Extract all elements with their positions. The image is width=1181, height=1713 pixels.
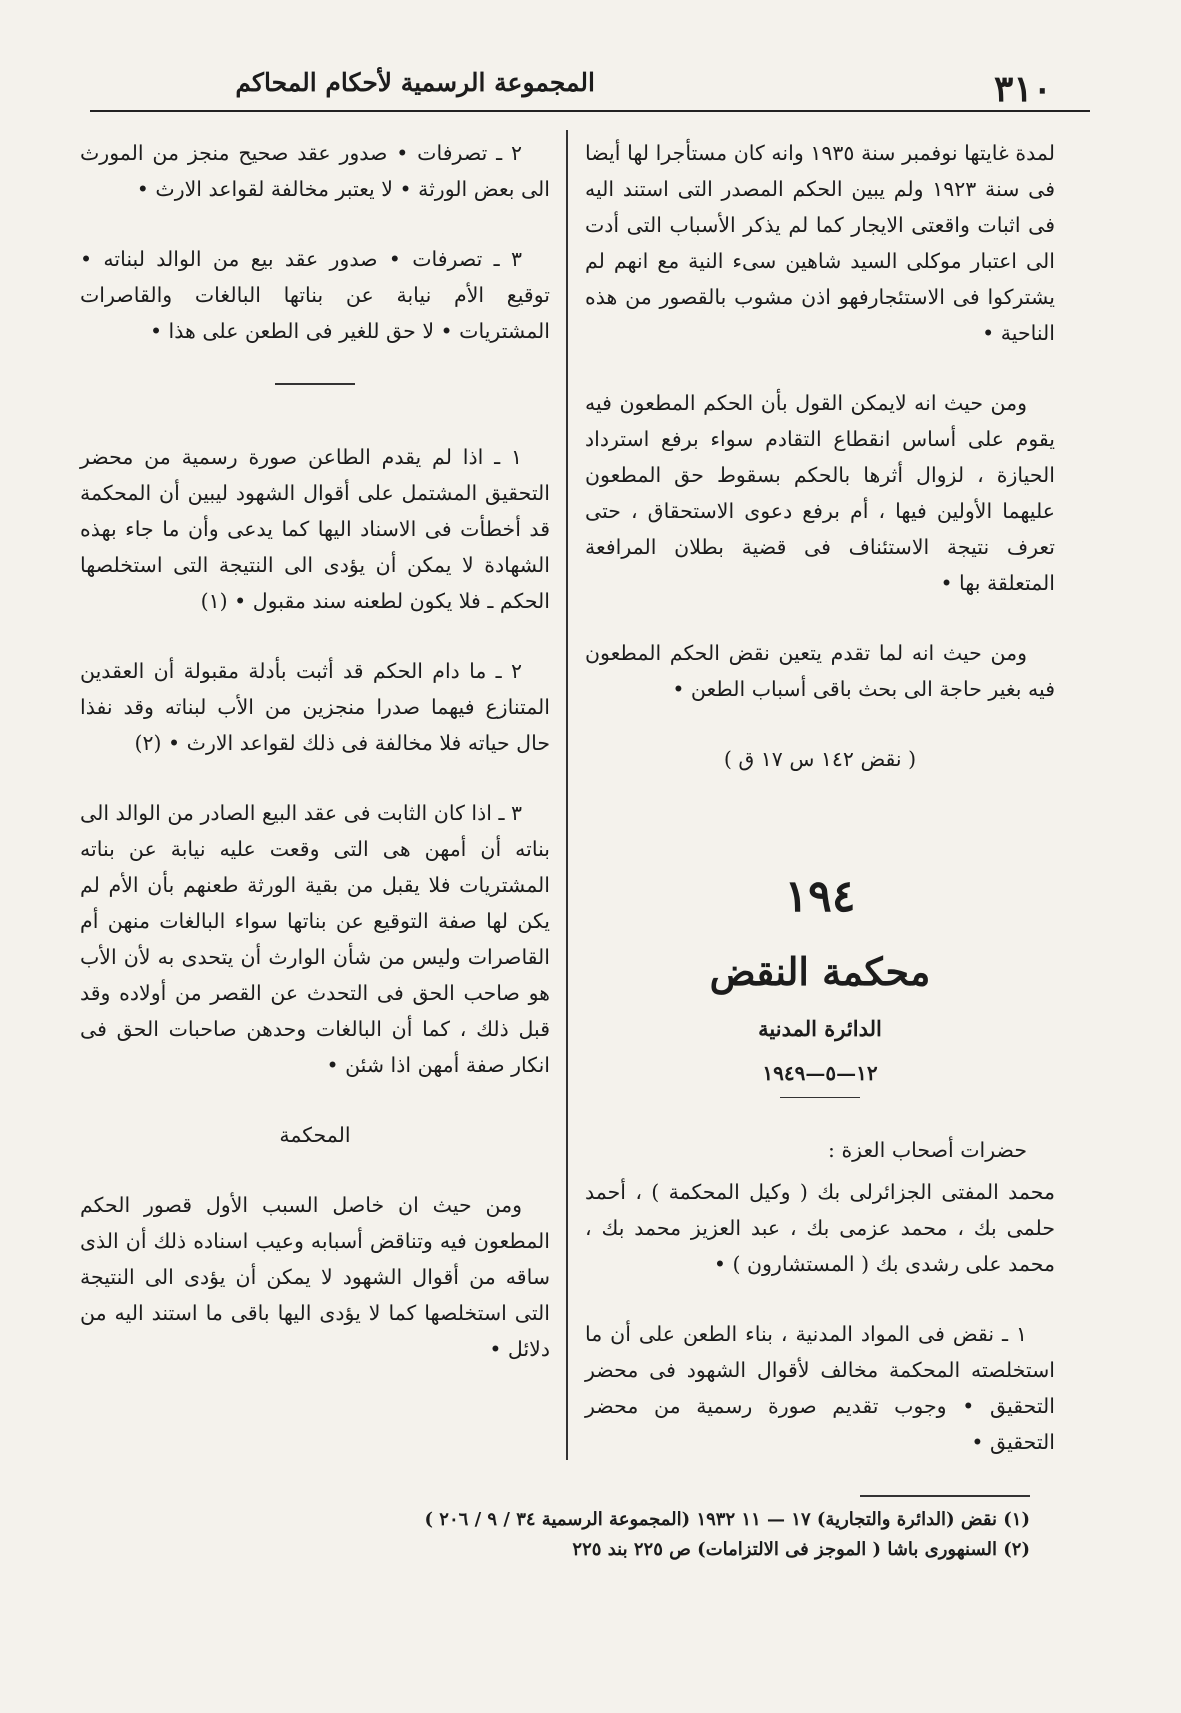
right-column xyxy=(585,135,1055,1494)
principle: ١ ـ اذا لم يقدم الطاعن صورة رسمية من محضر التحقيق المشتمل على أقوال الشهود ليبين أن المحكمة قد أخطأت فى الاسناد اليها كما يدعى وأن ما جاء بهذه الشهادة لا يمكن أن يؤدى الى النتيجة التى استخلصها الحكم ـ فلا يكون لطعنه سند مقبول • (١) xyxy=(80,445,550,613)
footnote-divider xyxy=(860,1495,1030,1497)
paragraph: ومن حيث ان خاصل السبب الأول قصور الحكم المطعون فيه وتناقض أسبابه وعيب اسناده ذلك أن الذى ساقه من أقوال الشهود لا يمكن أن يؤدى الى النتيجة التى استخلصها كما لا يؤدى اليها باقى ما استند اليه من دلائل • xyxy=(80,1193,550,1361)
principle: ٢ ـ ما دام الحكم قد أثبت بأدلة مقبولة أن العقدين المتنازع فيهما صدرا منجزين من الأب لبناته وقد نفذا حال حياته فلا مخالفة فى ذلك لقواعد الارث • (٢) xyxy=(80,659,550,755)
footnote: (٢) السنهورى باشا ( الموجز فى الالتزامات) ص ٢٢٥ بند ٢٢٥ xyxy=(572,1539,1030,1560)
column-divider xyxy=(566,130,568,1460)
court-circuit: الدائرة المدنية xyxy=(758,1016,882,1041)
divider xyxy=(275,383,355,385)
case-date: ١٢—٥—١٩٤٩ xyxy=(762,1061,878,1085)
footnote: (١) نقض (الدائرة والتجارية) ١٧ — ١١ ١٩٣٢ (المجموعة الرسمية ٣٤ / ٩ / ٢٠٦ ) xyxy=(424,1509,1030,1530)
left-column xyxy=(80,135,550,1401)
paragraph: ومن حيث انه لايمكن القول بأن الحكم المطعون فيه يقوم على أساس انقطاع التقادم سواء برفع استرداد الحيازة ، لزوال أثرها بالحكم بسقوط حق المطعون عليهما الأولين فيها ، أم برفع دعوى الاستحقاق ، حتى تعرف نتيجة الاستئناف فى قضية بطلان المرافعة المتعلقة بها • xyxy=(585,391,1055,595)
page-header xyxy=(90,62,1090,112)
footnotes xyxy=(380,1505,1030,1565)
divider xyxy=(780,1097,860,1098)
panel-label: حضرات أصحاب العزة : xyxy=(828,1138,1027,1162)
headnote: ٢ ـ تصرفات • صدور عقد صحيح منجز من المورث الى بعض الورثة • لا يعتبر مخالفة لقواعد الارث • xyxy=(80,141,550,201)
court-name: محكمة النقض xyxy=(709,949,931,994)
headnote: ١ ـ نقض فى المواد المدنية ، بناء الطعن على أن ما استخلصته المحكمة مخالف لأقوال الشهود فى محضر التحقيق • وجوب تقديم صورة رسمية من محضر التحقيق • xyxy=(585,1322,1055,1454)
panel-members: محمد المفتى الجزائرلى بك ( وكيل المحكمة ) ، أحمد حلمى بك ، محمد عزمى بك ، عبد العزيز محمد بك ، محمد على رشدى بك ( المستشارون ) • xyxy=(585,1180,1055,1276)
paragraph: ومن حيث انه لما تقدم يتعين نقض الحكم المطعون فيه بغير حاجة الى بحث باقى أسباب الطعن • xyxy=(585,641,1055,701)
page-number: ٣١٠ xyxy=(993,68,1052,110)
paragraph: لمدة غايتها نوفمبر سنة ١٩٣٥ وانه كان مستأجرا لها أيضا فى سنة ١٩٢٣ ولم يبين الحكم المصدر التى استند اليه فى اثبات واقعتى الايجار كما لم يذكر الأسباب التى أدت الى اعتبار موكلى السيد شاهين سىء النية مع انهم لم يشتركوا فى الاستئجارفهو اذن مشوب بالقصور من هذه الناحية • xyxy=(585,141,1056,345)
running-title: المجموعة الرسمية لأحكام المحاكم xyxy=(235,68,595,97)
case-citation: ( نقض ١٤٢ س ١٧ ق ) xyxy=(723,747,917,771)
headnote: ٣ ـ تصرفات • صدور عقد بيع من الوالد لبناته • توقيع الأم نيابة عن بناتها البالغات والقاصرات المشتريات • لا حق للغير فى الطعن على هذا • xyxy=(80,247,550,343)
case-number: ١٩٤ xyxy=(784,871,856,922)
principle: ٣ ـ اذا كان الثابت فى عقد البيع الصادر من الوالد الى بناته أن أمهن هى التى وقعت عليه نيابة عن بناته المشتريات فلا يقبل من بقية الورثة طعنهم بأن الأم لم يكن لها صفة التوقيع عن بناتها سواء البالغات منهن أم القاصرات وليس من شأن الوارث أن يتحدى به لأن الأب هو صاحب الحق فى التحدث عن القصر من أولاده وقد قبل ذلك ، كما أن البالغات وحدهن صاحبات الحق فى انكار صفة أمهن اذا شئن • xyxy=(80,801,550,1077)
section-heading: المحكمة xyxy=(279,1123,351,1147)
